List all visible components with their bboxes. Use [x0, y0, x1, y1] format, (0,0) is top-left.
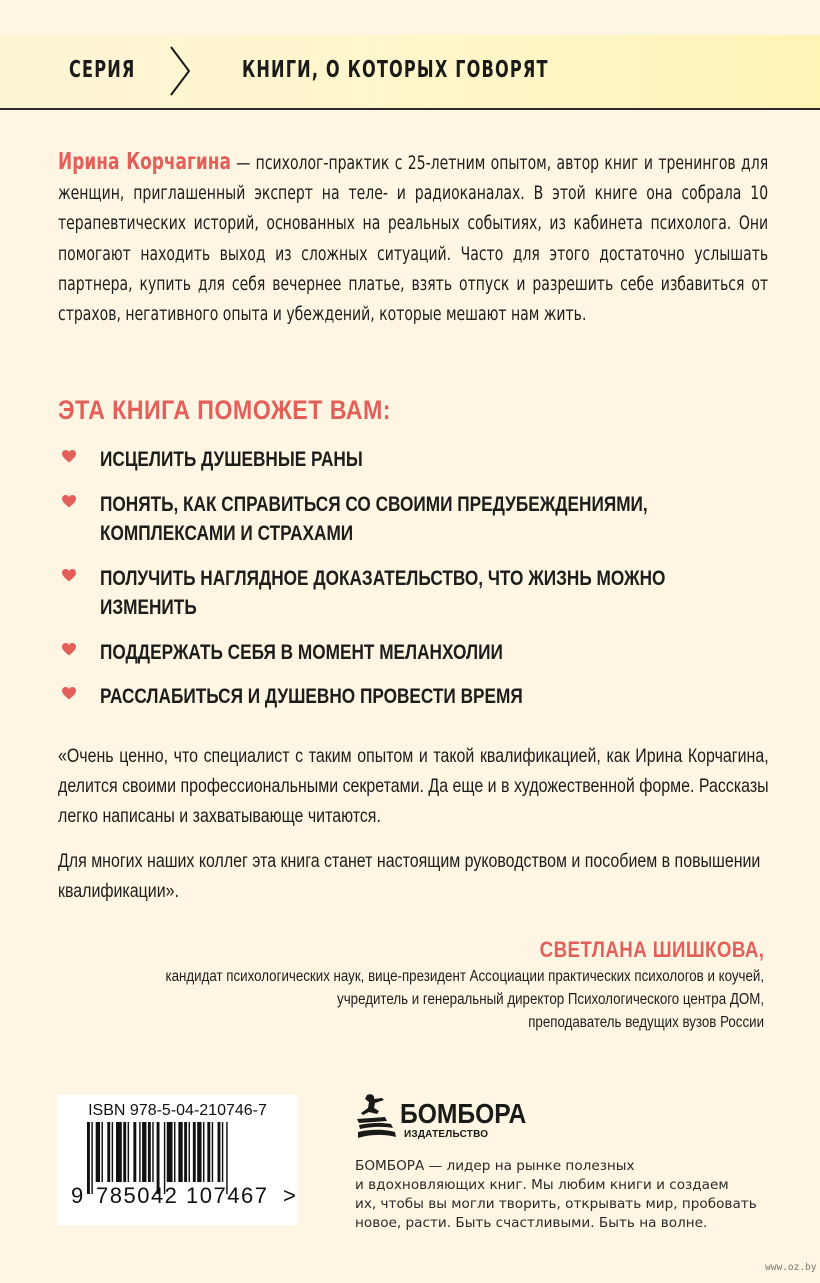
- publisher-logo-word: БОМБОРА: [400, 1098, 527, 1129]
- isbn-barcode: [57, 1095, 298, 1225]
- benefit-text: РАССЛАБИТЬСЯ И ДУШЕВНО ПРОВЕСТИ ВРЕМЯ: [100, 685, 523, 708]
- quote-paragraph: Для многих наших коллег эта книга станет настоящим руководством и пособием в повышении квалификации».: [58, 850, 761, 902]
- barcode-first-digit: 9: [71, 1183, 84, 1208]
- barcode-bar: [128, 1122, 129, 1182]
- barcode-bar: [116, 1122, 122, 1182]
- barcode-bar: [203, 1122, 204, 1182]
- series-name: КНИГИ, О КОТОРЫХ ГОВОРЯТ: [242, 57, 549, 83]
- benefit-text: ПОЛУЧИТЬ НАГЛЯДНОЕ ДОКАЗАТЕЛЬСТВО, ЧТО ЖИЗНЬ МОЖНО ИЗМЕНИТЬ: [100, 566, 666, 619]
- publisher-blurb-line: БОМБОРА — лидер на рынке полезных: [355, 1158, 635, 1174]
- benefit-item: [62, 564, 762, 623]
- barcode-bar: [112, 1122, 113, 1182]
- barcode-bar: [174, 1122, 175, 1182]
- benefit-text: ПОНЯТЬ, КАК СПРАВИТЬСЯ СО СВОИМИ ПРЕДУБЕЖДЕНИЯМИ, КОМПЛЕКСАМИ И СТРАХАМИ: [100, 492, 648, 545]
- publisher-blurb-line: и вдохновляющих книг. Мы любим книги и создаем: [355, 1177, 729, 1193]
- benefits-title: ЭТА КНИГА ПОМОЖЕТ ВАМ:: [58, 395, 391, 425]
- barcode-bar: [133, 1122, 136, 1182]
- signature-title-line: преподаватель ведущих вузов России: [528, 1014, 764, 1031]
- barcode-bar: [178, 1122, 182, 1182]
- signature-name: СВЕТЛАНА ШИШКОВА,: [539, 937, 764, 962]
- benefit-text: ПОДДЕРЖАТЬ СЕБЯ В МОМЕНТ МЕЛАНХОЛИИ: [100, 640, 503, 664]
- heart-icon: [62, 687, 76, 700]
- heart-icon: [62, 569, 76, 582]
- signature-title-line: кандидат психологических наук, вице-президент Ассоциации практических психологов и коучей,: [165, 968, 764, 985]
- barcode-bar: [189, 1122, 190, 1182]
- barcode-bar: [91, 1122, 92, 1194]
- barcode-bar: [102, 1122, 103, 1182]
- heart-icon: [62, 450, 76, 463]
- barcode-bar: [193, 1122, 196, 1182]
- quote-signature: [68, 937, 764, 1034]
- barcode-bar: [123, 1122, 126, 1182]
- barcode-bar: [148, 1122, 151, 1182]
- heart-icon: [62, 643, 76, 656]
- author-name: Ирина Корчагина: [58, 149, 231, 175]
- publisher-blurb-line: новое, расти. Быть счастливыми. Быть на волне.: [355, 1215, 708, 1231]
- benefit-item: [62, 490, 762, 549]
- barcode-bar: [197, 1122, 201, 1182]
- benefit-item: [62, 638, 762, 668]
- author-intro: [58, 147, 768, 329]
- barcode-bar: [218, 1122, 221, 1182]
- publisher-blurb: [355, 1157, 757, 1233]
- publisher-logo-subtitle: ИЗДАТЕЛЬСТВО: [404, 1129, 489, 1140]
- barcode-bar: [139, 1122, 140, 1182]
- benefit-item: [62, 682, 762, 712]
- testimonial-quote: [58, 742, 768, 921]
- surfer-logo-icon: [355, 1093, 397, 1141]
- benefits-list: [62, 445, 762, 727]
- series-label: СЕРИЯ: [69, 57, 136, 83]
- barcode-bar: [167, 1122, 173, 1182]
- series-band: [0, 35, 820, 110]
- isbn-text: ISBN 978-5-04-210746-7: [88, 1102, 267, 1119]
- watermark: www.oz.by: [765, 1262, 817, 1273]
- barcode-bar: [212, 1122, 213, 1182]
- barcode-bar: [96, 1122, 100, 1182]
- benefit-text: ИСЦЕЛИТЬ ДУШЕВНЫЕ РАНЫ: [100, 448, 363, 471]
- signature-title-line: учредитель и генеральный директор Психологического центра ДОМ,: [337, 991, 764, 1008]
- signature-title: [68, 965, 764, 1034]
- barcode-bar: [87, 1122, 90, 1194]
- barcode-bar: [184, 1122, 187, 1182]
- barcode-number: 785042 107467: [96, 1183, 269, 1208]
- chevron-right-icon: [168, 45, 192, 97]
- barcode-bar: [222, 1122, 223, 1182]
- intro-text: — психолог-практик с 25-летним опытом, автор книг и тренингов для женщин, приглашенный эксперт на теле- и радиоканалах. В этой книге она собрала 10 терапевтических историй, основанных на реальных событиях, из кабинета психолога. Они помогают находить выход из сложных ситуаций. Часто для этого достаточно услышать партнера, купить для себя вечернее платье, взять отпуск и разрешить себе избавиться от страхов, негативного опыта и убеждений, которые мешают нам жить.: [58, 152, 769, 326]
- barcode-bar: [152, 1122, 153, 1182]
- heart-icon: [62, 495, 76, 508]
- barcode-arrow: >: [283, 1183, 297, 1208]
- barcode-bar: [207, 1122, 210, 1182]
- benefit-item: [62, 445, 762, 475]
- publisher-logo: [355, 1093, 525, 1143]
- barcode-bar: [142, 1122, 146, 1182]
- publisher-blurb-line: их, чтобы вы могли творить, открывать мир, пробовать: [355, 1196, 757, 1212]
- quote-paragraph: «Очень ценно, что специалист с таким опытом и такой квалификацией, как Ирина Корчагина, делится своими профессиональными секретами. Да еще и в художественной форме. Рассказы легко написаны и захватывающе читаются.: [58, 746, 769, 828]
- barcode-bar: [107, 1122, 110, 1182]
